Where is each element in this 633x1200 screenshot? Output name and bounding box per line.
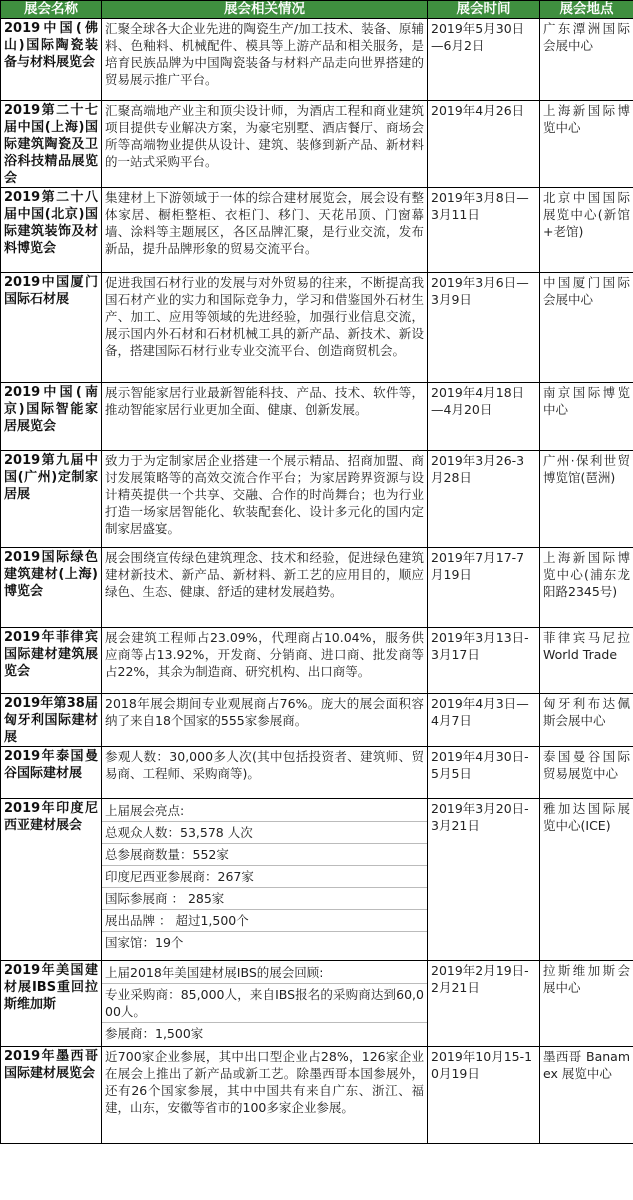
exhibition-time: 2019年5月30日—6月2日 bbox=[428, 19, 540, 101]
exhibition-time: 2019年4月18日—4月20日 bbox=[428, 383, 540, 451]
exhibition-info-line: 展示智能家居行业最新智能科技、产品、技术、软件等，推动智能家居行业更加全面、健康、创新发展。 bbox=[105, 385, 424, 417]
table-row bbox=[1, 273, 633, 383]
exhibition-location: 中国厦门国际会展中心 bbox=[540, 273, 633, 383]
exhibition-info-line: 国家馆：19个 bbox=[102, 931, 427, 953]
exhibition-info-line: 总观众人数：53,578 人次 bbox=[102, 821, 427, 843]
exhibition-name: 2019国际绿色建筑建材(上海)博览会 bbox=[1, 548, 102, 628]
exhibition-name: 2019第九届中国(广州)定制家居展 bbox=[1, 451, 102, 548]
table-row bbox=[1, 19, 633, 101]
exhibition-info-line: 参观人数：30,000多人次(其中包括投资者、建筑师、贸易商、工程师、采购商等)。 bbox=[105, 749, 424, 781]
exhibition-info-line: 展会围绕宣传绿色建筑理念、技术和经验，促进绿色建筑建材新技术、新产品、新材料、新工艺的应用目的，顺应绿色、生态、健康、舒适的建材发展趋势。 bbox=[105, 550, 424, 599]
exhibition-time: 2019年2月19日-2月21日 bbox=[428, 961, 540, 1047]
table-row bbox=[1, 101, 633, 188]
exhibition-location: 南京国际博览中心 bbox=[540, 383, 633, 451]
exhibition-time: 2019年7月17-7月19日 bbox=[428, 548, 540, 628]
exhibition-name: 2019中国(南京)国际智能家居展览会 bbox=[1, 383, 102, 451]
exhibition-name: 2019第二十八届中国(北京)国际建筑装饰及材料博览会 bbox=[1, 188, 102, 273]
exhibition-name: 2019第二十七届中国(上海)国际建筑陶瓷及卫浴科技精品展览会 bbox=[1, 101, 102, 188]
table-row bbox=[1, 383, 633, 451]
exhibition-info-line: 专业采购商：85,000人，来自IBS报名的采购商达到60,000人。 bbox=[102, 983, 427, 1022]
exhibition-name: 2019年墨西哥国际建材展览会 bbox=[1, 1047, 102, 1144]
exhibition-location: 北京中国国际展览中心(新馆+老馆) bbox=[540, 188, 633, 273]
exhibition-info-line: 上届展会亮点: bbox=[105, 803, 185, 818]
table-row bbox=[1, 747, 633, 799]
exhibition-location: 广东潭洲国际会展中心 bbox=[540, 19, 633, 101]
table-row bbox=[1, 961, 633, 1047]
header-location: 展会地点 bbox=[540, 1, 633, 19]
exhibition-info bbox=[102, 101, 428, 188]
exhibition-location: 菲律宾马尼拉 World Trade bbox=[540, 628, 633, 694]
exhibition-info bbox=[102, 188, 428, 273]
exhibition-time: 2019年3月8日—3月11日 bbox=[428, 188, 540, 273]
exhibition-name: 2019年菲律宾国际建材建筑展览会 bbox=[1, 628, 102, 694]
table-row bbox=[1, 1047, 633, 1144]
exhibition-info bbox=[102, 747, 428, 799]
header-name: 展会名称 bbox=[1, 1, 102, 19]
exhibition-info bbox=[102, 1047, 428, 1144]
header-info: 展会相关情况 bbox=[102, 1, 428, 19]
table-row bbox=[1, 188, 633, 273]
exhibition-location: 拉斯维加斯会展中心 bbox=[540, 961, 633, 1047]
exhibition-name: 2019年第38届匈牙利国际建材展 bbox=[1, 694, 102, 747]
exhibition-location: 广州·保利世贸博览馆(琶洲) bbox=[540, 451, 633, 548]
exhibition-info-line: 致力于为定制家居企业搭建一个展示精品、招商加盟、商讨发展策略等的高效交流合作平台；为家居跨界资源与设计精英提供一个共享、交融、合作的时尚舞台；也为行业打造一场家居智能化、软装配套化、设计多元化的国内定制家居盛宴。 bbox=[105, 453, 424, 536]
exhibition-location: 匈牙利布达佩斯会展中心 bbox=[540, 694, 633, 747]
table-row bbox=[1, 799, 633, 961]
exhibition-info bbox=[102, 961, 428, 1047]
exhibition-time: 2019年3月13日-3月17日 bbox=[428, 628, 540, 694]
exhibition-name: 2019年印度尼西亚建材展会 bbox=[1, 799, 102, 961]
exhibition-location: 上海新国际博览中心(浦东龙阳路2345号) bbox=[540, 548, 633, 628]
exhibition-info bbox=[102, 273, 428, 383]
exhibition-time: 2019年4月30日-5月5日 bbox=[428, 747, 540, 799]
table-row bbox=[1, 451, 633, 548]
exhibition-info-line: 参展商：1,500家 bbox=[102, 1022, 427, 1044]
exhibition-location: 上海新国际博览中心 bbox=[540, 101, 633, 188]
exhibition-info-line: 总参展商数量：552家 bbox=[102, 843, 427, 865]
exhibition-info bbox=[102, 628, 428, 694]
exhibition-name: 2019中国(佛山)国际陶瓷装备与材料展览会 bbox=[1, 19, 102, 101]
exhibition-time: 2019年3月26-3月28日 bbox=[428, 451, 540, 548]
exhibition-info-line: 汇聚高端地产业主和顶尖设计师，为酒店工程和商业建筑项目提供专业解决方案，为豪宅别墅、酒店餐厅、商场会所等高端物业提供从设计、建筑、装修到新产品、新材料的一站式采购平台。 bbox=[105, 103, 424, 169]
exhibition-info bbox=[102, 383, 428, 451]
exhibition-info-line: 印度尼西亚参展商：267家 bbox=[102, 865, 427, 887]
exhibition-name: 2019中国厦门国际石材展 bbox=[1, 273, 102, 383]
exhibition-location: 泰国曼谷国际贸易展览中心 bbox=[540, 747, 633, 799]
exhibition-info-line: 国际参展商 ： 285家 bbox=[102, 887, 427, 909]
exhibition-info-line: 2018年展会期间专业观展商占76%。庞大的展会面积容纳了来自18个国家的555家参展商。 bbox=[105, 696, 424, 728]
table-row bbox=[1, 694, 633, 747]
exhibition-info-line: 上届2018年美国建材展IBS的展会回顾: bbox=[105, 965, 324, 980]
exhibition-info bbox=[102, 451, 428, 548]
table-body bbox=[1, 19, 633, 1144]
exhibition-time: 2019年3月20日-3月21日 bbox=[428, 799, 540, 961]
exhibition-info-line: 展会建筑工程师占23.09%，代理商占10.04%，服务供应商等占13.92%，开发商、分销商、进口商、批发商等占22%，其余为制造商、研究机构、出口商等。 bbox=[105, 630, 424, 679]
exhibition-name: 2019年泰国曼谷国际建材展 bbox=[1, 747, 102, 799]
exhibition-info bbox=[102, 799, 428, 961]
table-header-row bbox=[1, 1, 633, 19]
table-row bbox=[1, 628, 633, 694]
exhibition-info bbox=[102, 548, 428, 628]
exhibition-location: 墨西哥 Banamex 展览中心 bbox=[540, 1047, 633, 1144]
exhibition-info-line: 展出品牌 ： 超过1,500个 bbox=[102, 909, 427, 931]
header-time: 展会时间 bbox=[428, 1, 540, 19]
exhibition-info bbox=[102, 694, 428, 747]
exhibition-time: 2019年10月15-10月19日 bbox=[428, 1047, 540, 1144]
exhibition-time: 2019年4月26日 bbox=[428, 101, 540, 188]
exhibition-info bbox=[102, 19, 428, 101]
exhibition-info-line: 近700家企业参展，其中出口型企业占28%，126家企业在展会上推出了新产品或新工艺。除墨西哥本国参展外，还有26个国家参展，其中中国共有来自广东、浙江、福建，山东，安徽等省市的100多家企业参展。 bbox=[105, 1049, 424, 1115]
exhibition-time: 2019年4月3日—4月7日 bbox=[428, 694, 540, 747]
exhibition-info-line: 汇聚全球各大企业先进的陶瓷生产/加工技术、装备、原辅料、色釉料、机械配件、模具等上游产品和相关服务，是培育民族品牌为中国陶瓷装备与材料产品走向世界搭建的贸易展示推广平台。 bbox=[105, 21, 424, 87]
exhibition-time: 2019年3月6日—3月9日 bbox=[428, 273, 540, 383]
table-row bbox=[1, 548, 633, 628]
exhibition-name: 2019年美国建材展IBS重回拉斯维加斯 bbox=[1, 961, 102, 1047]
exhibition-info-line: 促进我国石材行业的发展与对外贸易的往来，不断提高我国石材产业的实力和国际竞争力，学习和借鉴国外石材生产、加工、应用等领域的先进经验，加强行业信息交流，展示国内外石材和石材机械工具的新产品、新技术、新设备，搭建国际石材行业专业交流平台、创造商贸机会。 bbox=[105, 275, 424, 358]
exhibition-location: 雅加达国际展览中心(ICE) bbox=[540, 799, 633, 961]
exhibition-info-line: 集建材上下游领域于一体的综合建材展览会，展会设有整体家居、橱柜整柜、衣柜门、移门、天花吊顶、门窗幕墙、涂料等主题展区，各区品牌汇聚，是行业交流，发布新品，提升品牌形象的贸易交流平台。 bbox=[105, 190, 424, 256]
